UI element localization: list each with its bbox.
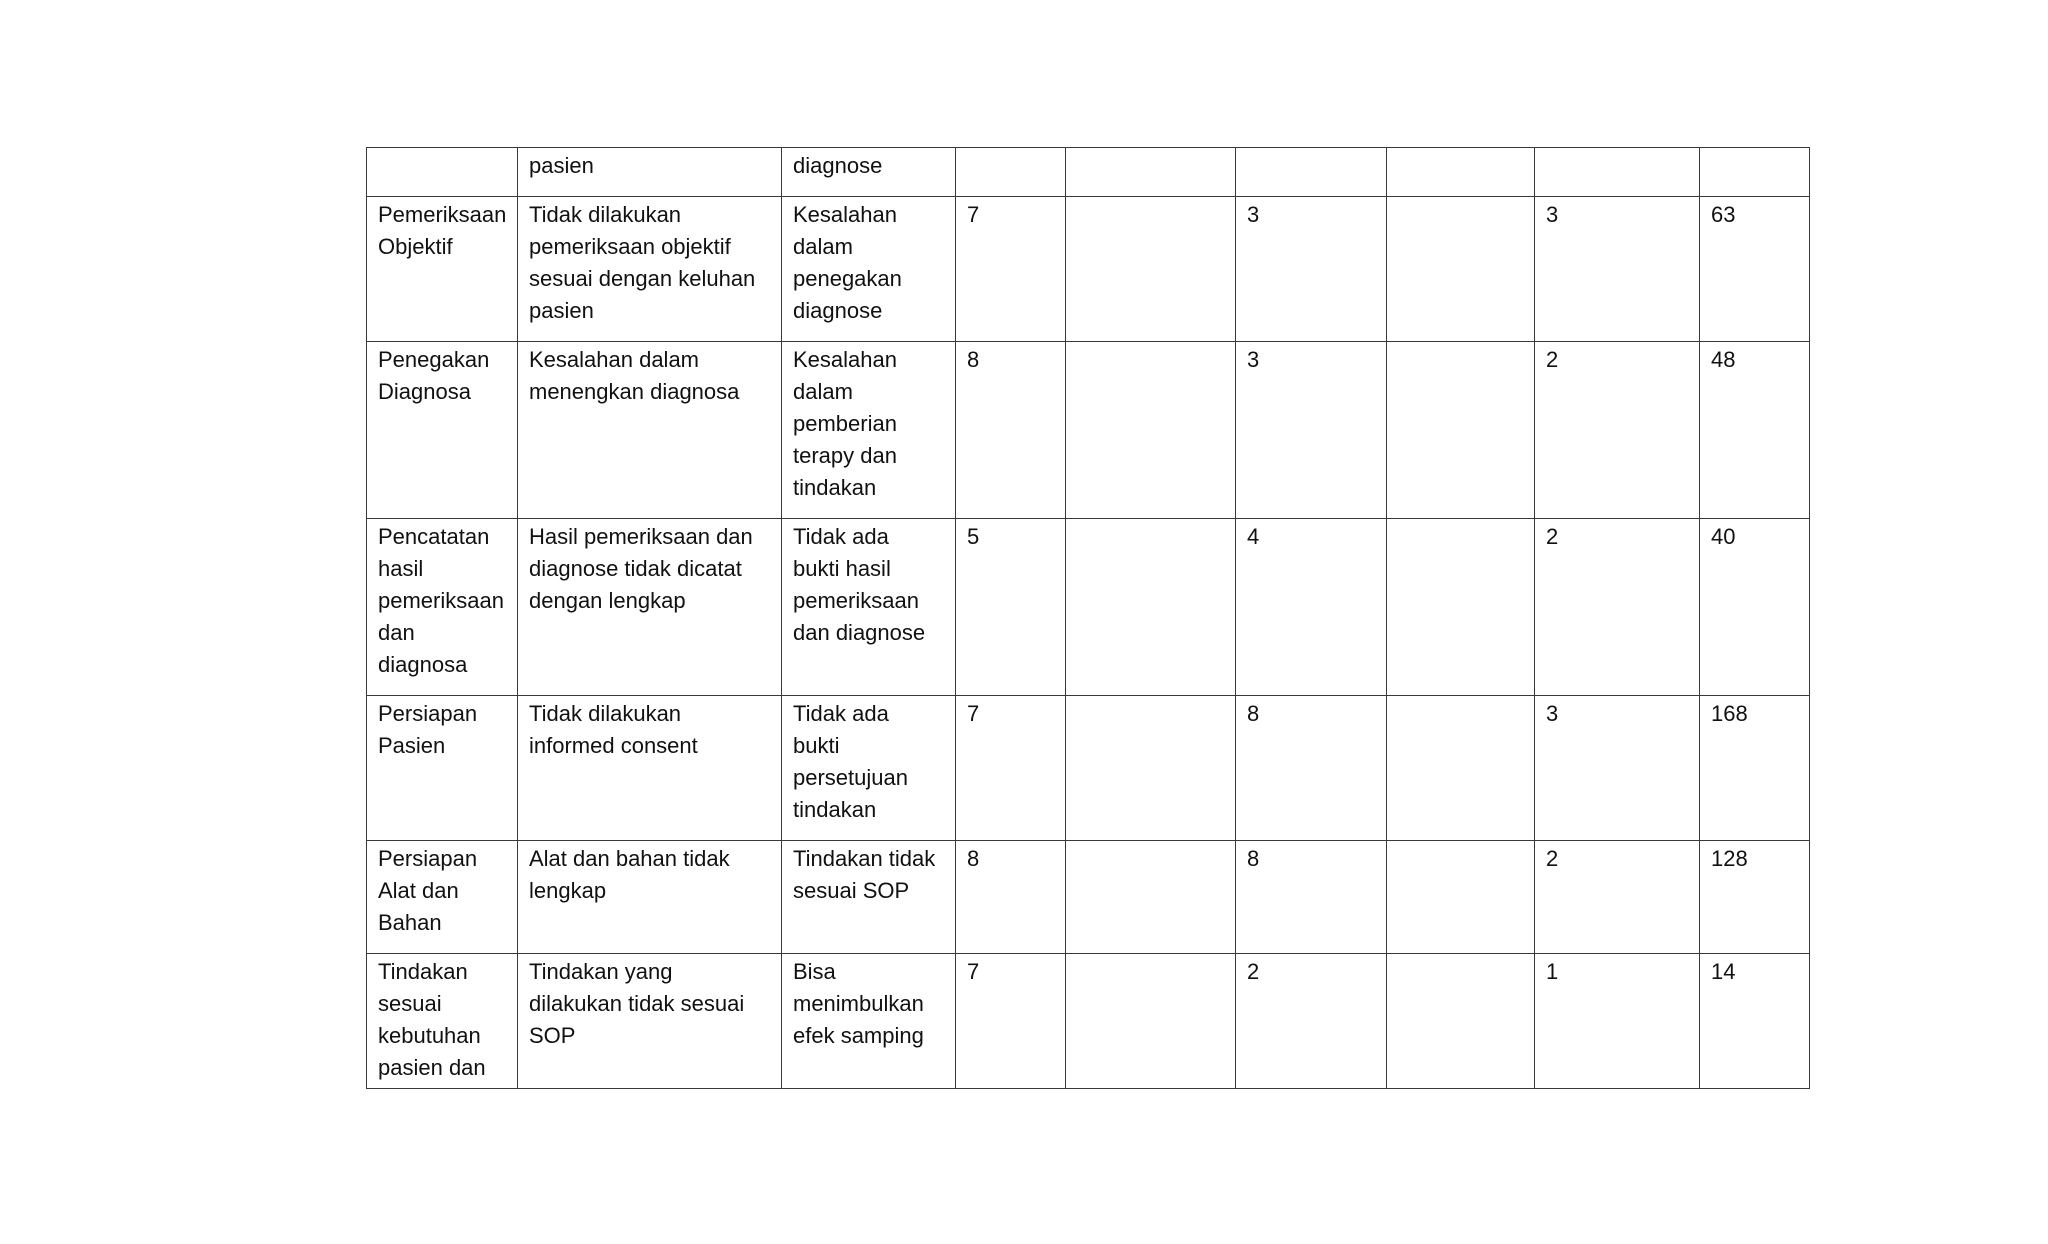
cell-failure-mode <box>518 197 782 342</box>
cell-severity <box>956 148 1066 197</box>
cell-rpn <box>1700 841 1810 954</box>
cell-text: menengkan diagnosa <box>529 379 740 404</box>
table-row <box>367 197 1810 342</box>
cell-process-step <box>367 841 518 954</box>
cell-severity <box>956 197 1066 342</box>
cell-severity <box>956 954 1066 1089</box>
cell-text: Tindakan <box>378 959 468 984</box>
cell-text: SOP <box>529 1023 576 1048</box>
cell-text: sesuai SOP <box>793 878 910 903</box>
cell-blank-b <box>1387 342 1535 519</box>
cell-rpn <box>1700 197 1810 342</box>
cell-blank-a <box>1066 954 1236 1089</box>
cell-text: Kesalahan dalam <box>529 347 700 372</box>
cell-severity <box>956 696 1066 841</box>
cell-blank-a <box>1066 696 1236 841</box>
cell-occurrence <box>1236 148 1387 197</box>
cell-text: Bahan <box>378 910 442 935</box>
cell-blank-a <box>1066 519 1236 696</box>
cell-text: Alat dan bahan tidak <box>529 846 730 871</box>
cell-rpn <box>1700 954 1810 1089</box>
cell-text: 128 <box>1711 846 1748 871</box>
cell-text: Penegakan <box>378 347 490 372</box>
cell-detection <box>1535 342 1700 519</box>
cell-detection <box>1535 841 1700 954</box>
cell-text: Pencatatan <box>378 524 490 549</box>
cell-text: pemeriksaan objektif <box>529 234 731 259</box>
cell-blank-a <box>1066 148 1236 197</box>
cell-failure-mode <box>518 841 782 954</box>
cell-text: 8 <box>967 347 980 372</box>
table-row <box>367 841 1810 954</box>
cell-text: lengkap <box>529 878 607 903</box>
cell-blank-b <box>1387 148 1535 197</box>
cell-text: 40 <box>1711 524 1736 549</box>
cell-text: 7 <box>967 202 980 227</box>
cell-text: pemberian <box>793 411 897 436</box>
cell-process-step <box>367 342 518 519</box>
cell-text: Persiapan <box>378 846 478 871</box>
cell-text: 2 <box>1546 846 1559 871</box>
cell-blank-a <box>1066 841 1236 954</box>
cell-text: Tindakan tidak <box>793 846 936 871</box>
cell-text: diagnosa <box>378 652 468 677</box>
cell-text: Tidak ada <box>793 701 889 726</box>
cell-detection <box>1535 148 1700 197</box>
cell-rpn <box>1700 148 1810 197</box>
cell-text: pasien <box>529 298 594 323</box>
table-body <box>367 148 1810 1089</box>
cell-text: sesuai dengan keluhan <box>529 266 756 291</box>
cell-blank-b <box>1387 197 1535 342</box>
cell-detection <box>1535 696 1700 841</box>
cell-effect <box>782 342 956 519</box>
cell-text: bukti hasil <box>793 556 891 581</box>
cell-rpn <box>1700 342 1810 519</box>
table-row <box>367 696 1810 841</box>
cell-text: tindakan <box>793 475 877 500</box>
cell-text: 1 <box>1546 959 1559 984</box>
cell-occurrence <box>1236 197 1387 342</box>
table-row <box>367 954 1810 1089</box>
cell-text: tindakan <box>793 797 877 822</box>
cell-occurrence <box>1236 519 1387 696</box>
cell-detection <box>1535 519 1700 696</box>
cell-text: 8 <box>1247 701 1260 726</box>
cell-text: pemeriksaan <box>793 588 919 613</box>
cell-effect <box>782 696 956 841</box>
cell-text: Objektif <box>378 234 453 259</box>
cell-text: 8 <box>967 846 980 871</box>
table-row <box>367 519 1810 696</box>
cell-text: persetujuan <box>793 765 908 790</box>
cell-blank-b <box>1387 696 1535 841</box>
fmea-table <box>366 147 1810 1089</box>
cell-text: 14 <box>1711 959 1736 984</box>
cell-text: dan <box>378 620 415 645</box>
cell-process-step <box>367 519 518 696</box>
cell-text: 5 <box>967 524 980 549</box>
cell-text: penegakan <box>793 266 902 291</box>
cell-effect <box>782 519 956 696</box>
cell-effect <box>782 197 956 342</box>
cell-severity <box>956 342 1066 519</box>
cell-text: Pasien <box>378 733 446 758</box>
cell-text: 63 <box>1711 202 1736 227</box>
cell-failure-mode <box>518 519 782 696</box>
cell-text: 2 <box>1546 524 1559 549</box>
cell-blank-b <box>1387 841 1535 954</box>
cell-text: 48 <box>1711 347 1736 372</box>
cell-occurrence <box>1236 342 1387 519</box>
cell-effect <box>782 148 956 197</box>
cell-text: 3 <box>1546 701 1559 726</box>
cell-rpn <box>1700 696 1810 841</box>
cell-text: Tidak ada <box>793 524 889 549</box>
cell-text: 7 <box>967 959 980 984</box>
cell-text: hasil <box>378 556 424 581</box>
cell-detection <box>1535 197 1700 342</box>
cell-failure-mode <box>518 696 782 841</box>
cell-text: 168 <box>1711 701 1748 726</box>
cell-process-step <box>367 197 518 342</box>
cell-text: Tidak dilakukan <box>529 701 682 726</box>
cell-severity <box>956 841 1066 954</box>
cell-text: terapy dan <box>793 443 897 468</box>
cell-text: 2 <box>1546 347 1559 372</box>
cell-text: diagnose <box>793 298 883 323</box>
cell-process-step <box>367 696 518 841</box>
cell-rpn <box>1700 519 1810 696</box>
cell-text: Tidak dilakukan <box>529 202 682 227</box>
cell-text: bukti <box>793 733 840 758</box>
cell-text: dan diagnose <box>793 620 926 645</box>
cell-detection <box>1535 954 1700 1089</box>
cell-text: kebutuhan <box>378 1023 481 1048</box>
table-row <box>367 148 1810 197</box>
cell-effect <box>782 841 956 954</box>
cell-text: diagnose <box>793 153 883 178</box>
cell-text: 3 <box>1247 347 1260 372</box>
cell-process-step <box>367 954 518 1089</box>
cell-text: pasien dan <box>378 1055 486 1080</box>
cell-text: dalam <box>793 234 853 259</box>
cell-process-step <box>367 148 518 197</box>
cell-text: Alat dan <box>378 878 459 903</box>
cell-text: 7 <box>967 701 980 726</box>
cell-text: informed consent <box>529 733 698 758</box>
cell-failure-mode <box>518 342 782 519</box>
cell-text: Persiapan <box>378 701 478 726</box>
table-row <box>367 342 1810 519</box>
cell-text: 4 <box>1247 524 1260 549</box>
cell-blank-b <box>1387 519 1535 696</box>
cell-text: dilakukan tidak sesuai <box>529 991 745 1016</box>
cell-text: dengan lengkap <box>529 588 686 613</box>
cell-text: 3 <box>1546 202 1559 227</box>
cell-text: Tindakan yang <box>529 959 673 984</box>
cell-blank-a <box>1066 342 1236 519</box>
cell-text: efek samping <box>793 1023 924 1048</box>
cell-text: pemeriksaan <box>378 588 504 613</box>
cell-text: 2 <box>1247 959 1260 984</box>
cell-text: dalam <box>793 379 853 404</box>
cell-severity <box>956 519 1066 696</box>
cell-text: Hasil pemeriksaan dan <box>529 524 753 549</box>
cell-text: Kesalahan <box>793 202 897 227</box>
cell-occurrence <box>1236 841 1387 954</box>
cell-failure-mode <box>518 148 782 197</box>
cell-effect <box>782 954 956 1089</box>
cell-text: Diagnosa <box>378 379 471 404</box>
cell-failure-mode <box>518 954 782 1089</box>
cell-blank-b <box>1387 954 1535 1089</box>
cell-text: Pemeriksaan <box>378 202 507 227</box>
cell-text: Bisa <box>793 959 836 984</box>
cell-text: diagnose tidak dicatat <box>529 556 742 581</box>
cell-text: Kesalahan <box>793 347 897 372</box>
cell-occurrence <box>1236 954 1387 1089</box>
cell-text: sesuai <box>378 991 442 1016</box>
cell-text: menimbulkan <box>793 991 924 1016</box>
cell-occurrence <box>1236 696 1387 841</box>
cell-text: 8 <box>1247 846 1260 871</box>
cell-text: pasien <box>529 153 594 178</box>
cell-blank-a <box>1066 197 1236 342</box>
cell-text: 3 <box>1247 202 1260 227</box>
